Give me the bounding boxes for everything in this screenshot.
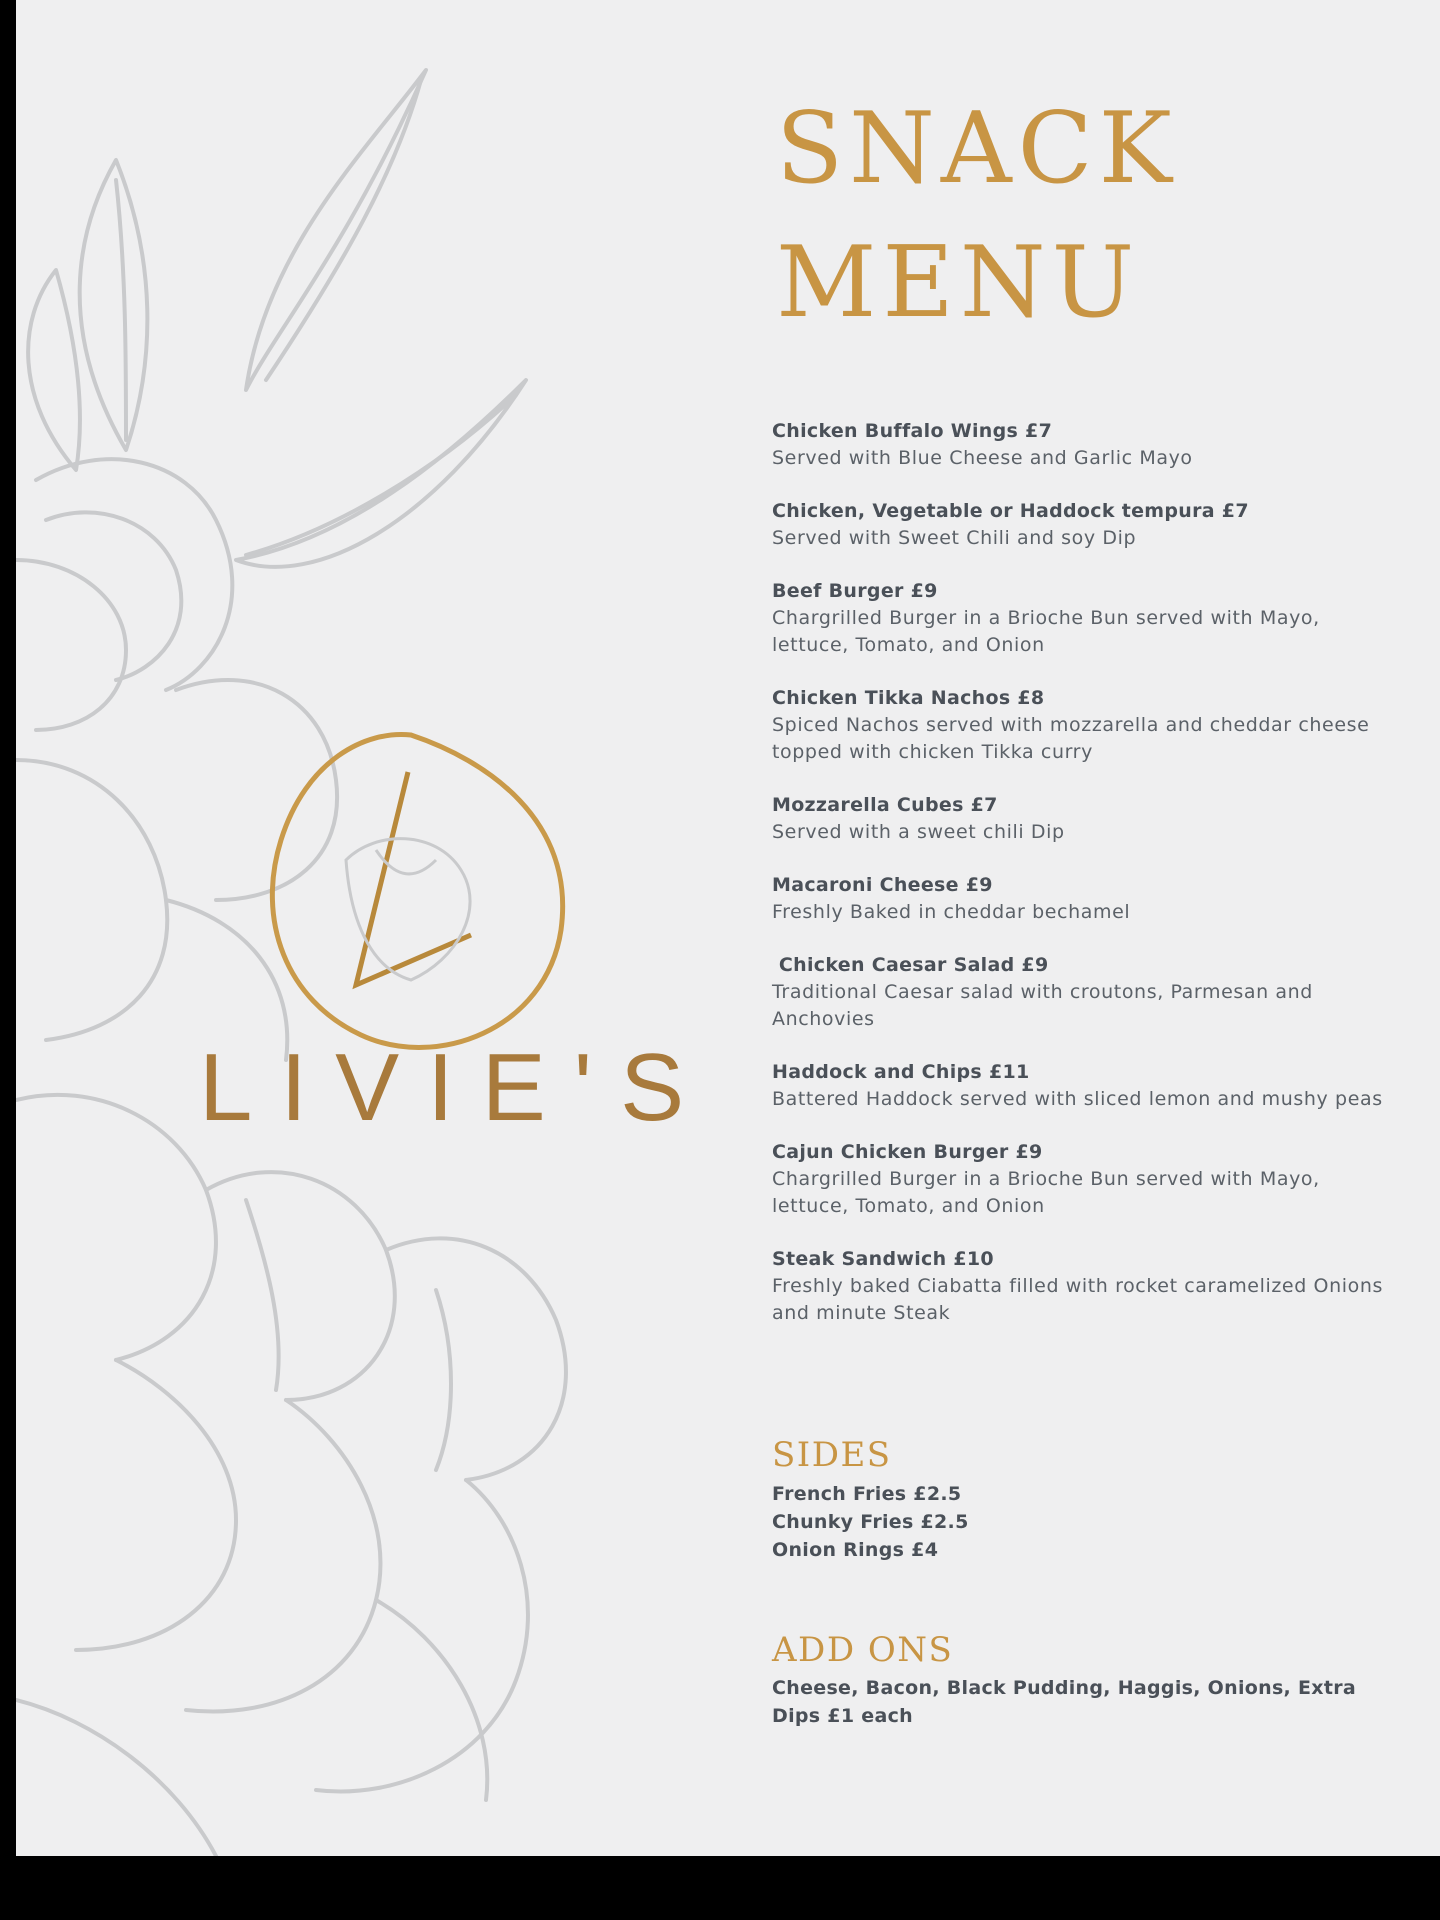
page-title <box>776 82 1178 350</box>
add-ons-heading: ADD ONS <box>772 1630 954 1670</box>
menu-items-list <box>772 418 1392 1353</box>
menu-item-description: Chargrilled Burger in a Brioche Bun served with Mayo, lettuce, Tomato, and Onion <box>772 1168 1320 1217</box>
menu-item-description: Battered Haddock served with sliced lemon and mushy peas <box>772 1088 1383 1110</box>
menu-item-description: Served with Blue Cheese and Garlic Mayo <box>772 447 1193 469</box>
menu-item-description: Served with a sweet chili Dip <box>772 821 1065 843</box>
menu-item-name: Haddock and Chips £11 <box>772 1061 1030 1083</box>
menu-item <box>772 1246 1392 1327</box>
menu-item-description: Freshly baked Ciabatta filled with rocket caramelized Onions and minute Steak <box>772 1275 1383 1324</box>
menu-item-description: Spiced Nachos served with mozzarella and cheddar cheese topped with chicken Tikka curry <box>772 714 1370 763</box>
menu-item <box>772 578 1392 659</box>
menu-item <box>772 792 1392 846</box>
logo-emblem <box>16 0 713 1200</box>
sides-list <box>772 1480 1372 1564</box>
menu-item-description: Traditional Caesar salad with croutons, Parmesan and Anchovies <box>772 981 1313 1030</box>
menu-item-name: Macaroni Cheese £9 <box>772 874 993 896</box>
add-ons-text: Cheese, Bacon, Black Pudding, Haggis, Onions, Extra Dips £1 each <box>772 1677 1357 1727</box>
side-item: French Fries £2.5 <box>772 1483 962 1505</box>
menu-item <box>772 685 1392 766</box>
title-line-2: MENU <box>776 226 1141 340</box>
menu-item-name: Beef Burger £9 <box>772 580 938 602</box>
menu-item-name: Chicken Buffalo Wings £7 <box>772 420 1053 442</box>
side-item: Onion Rings £4 <box>772 1539 939 1561</box>
menu-item-name: Chicken Tikka Nachos £8 <box>772 687 1045 709</box>
menu-item <box>772 952 1392 1033</box>
bottom-border <box>0 1856 1440 1920</box>
menu-item-name: Cajun Chicken Burger £9 <box>772 1141 1043 1163</box>
menu-item-description: Served with Sweet Chili and soy Dip <box>772 527 1137 549</box>
logo-wordmark: LIVIE'S <box>199 1034 713 1141</box>
title-line-1: SNACK <box>776 92 1178 206</box>
menu-item <box>772 498 1392 552</box>
menu-item <box>772 418 1392 472</box>
menu-item-name: Steak Sandwich £10 <box>772 1248 994 1270</box>
side-item: Chunky Fries £2.5 <box>772 1511 969 1533</box>
menu-item-description: Freshly Baked in cheddar bechamel <box>772 901 1131 923</box>
left-border <box>0 0 16 1856</box>
menu-page <box>16 0 1440 1856</box>
menu-item-name: Chicken Caesar Salad £9 <box>772 954 1049 976</box>
menu-item <box>772 1059 1392 1113</box>
menu-item-name: Mozzarella Cubes £7 <box>772 794 998 816</box>
menu-item-name: Chicken, Vegetable or Haddock tempura £7 <box>772 500 1249 522</box>
livies-logo <box>16 0 713 1856</box>
menu-item <box>772 1139 1392 1220</box>
menu-item <box>772 872 1392 926</box>
menu-item-description: Chargrilled Burger in a Brioche Bun served with Mayo, lettuce, Tomato, and Onion <box>772 607 1320 656</box>
sides-heading: SIDES <box>772 1435 892 1475</box>
